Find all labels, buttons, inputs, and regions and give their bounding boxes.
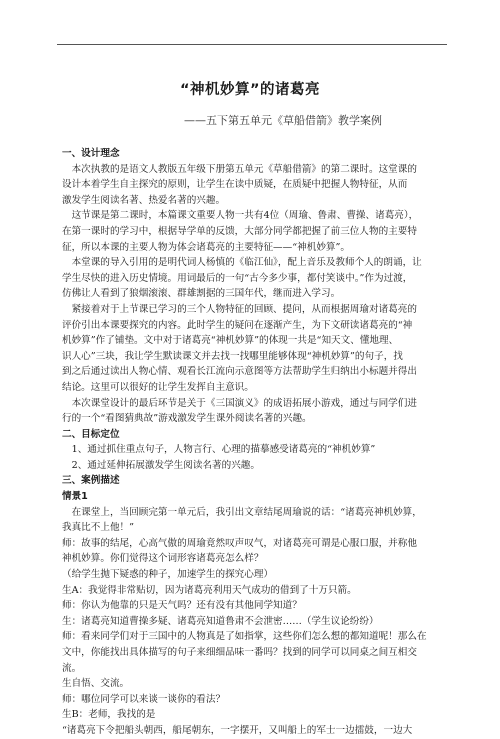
text-line: 本堂课的导入引用的是明代词人杨慎的《临江仙》，配上音乐及教师个人的朗诵，让 <box>62 257 422 269</box>
text-line: 流。 <box>62 662 82 674</box>
text-line: 生B：老师，我找的是 <box>62 709 156 721</box>
text-line: 行的一个“看图猜典故”游戏激发学生课外阅读名著的兴趣。 <box>62 413 312 425</box>
text-line: 紧接着对于上节课已学习的三个人物特征的回顾、提问，从而根据周瑜对诸葛亮的 <box>62 303 417 315</box>
text-line: 本次课堂设计的最后环节是关于《三国演义》的成语拓展小游戏，通过与同学们进 <box>62 397 417 409</box>
text-line: 师：看来同学们对于三国中的人物真是了如指掌，这些你们怎么想的都知道呢！那么在 <box>62 631 427 643</box>
text-line: 文中，你能找出具体描写的句子来细细品味一番吗？找到的同学可以同桌之间互相交 <box>62 647 417 658</box>
section-heading: 三、案例描述 <box>62 475 120 487</box>
text-line: 到之后通过读出人物心情、观看长江流向示意图等方法帮助学生归纳出小标题并得出 <box>62 366 417 378</box>
text-line: 激发学生阅读名著、热爱名著的兴趣。 <box>62 194 226 206</box>
text-line: “诸葛亮下令把船头朝西，船尾朝东，一字摆开，又叫船上的军士一边擂鼓，一边大 <box>62 724 413 736</box>
text-line: 师：哪位同学可以来谈一谈你的看法？ <box>62 693 226 705</box>
scenario-heading: 情景1 <box>62 491 88 503</box>
text-line: 生：诸葛亮知道曹操多疑、诸葛亮知道鲁肃不会泄密……（学生议论纷纷） <box>62 615 379 627</box>
text-line: 本次执教的是语文人教版五年级下册第五单元《草船借箭》的第二课时。这堂课的 <box>62 163 417 175</box>
text-line: 学生尽快的进入历史情境。用词最后的一句“古今多少事，都付笑谈中。”作为过渡， <box>62 272 413 284</box>
text-line: 在课堂上，当回顾完第一单元后，我引出文章结尾周瑜说的话：“诸葛亮神机妙算， <box>62 506 422 518</box>
document-body <box>62 146 452 739</box>
text-line: 在第一课时的学习中，根据导学单的反馈，大部分同学都把握了前三位人物的主要特 <box>62 225 417 237</box>
text-line: （给学生抛下疑惑的种子，加速学生的探究心理） <box>62 569 274 581</box>
text-line: 生自悟、交流。 <box>62 678 130 690</box>
text-line: 师：故事的结尾，心高气傲的周瑜竟然叹声叹气，对诸葛亮可谓是心服口服，并称他 <box>62 537 417 549</box>
text-line: 结论。这里可以很好的让学生发挥自主意识。 <box>62 381 254 393</box>
text-line: 生A：我觉得非常贴切，因为诸葛亮利用天气成功的借到了十万只箭。 <box>62 584 357 596</box>
text-line: 仿佛让人看到了狼烟滚滚、群雄割据的三国年代，继而进入学习。 <box>62 288 341 300</box>
header-rule <box>57 44 447 45</box>
document-title: “神机妙算”的诸葛亮 <box>179 82 321 98</box>
text-line: 师：你认为他靠的只是天气吗？还有没有其他同学知道？ <box>62 600 302 612</box>
text-line: 1、通过抓住重点句子，人物言行、心理的描摹感受诸葛亮的“神机妙算” <box>62 444 376 456</box>
text-line: 评价引出本课要探究的内容。此时学生的疑问在逐渐产生，为下文研读诸葛亮的“神 <box>62 319 413 331</box>
text-line: 机妙算”作了铺垫。文中对于诸葛亮“神机妙算”的体现一共是“知天文、懂地理、 <box>62 335 399 347</box>
document-subtitle: ——五下第五单元《草船借箭》教学案例 <box>184 114 382 127</box>
text-line: 识人心”三块，我让学生默读课文并去找一找哪里能够体现“神机妙算”的句子，找 <box>62 350 403 362</box>
text-line: 设计本着学生自主探究的原则，让学生在读中质疑，在质疑中把握人物特征，从而 <box>62 179 408 191</box>
text-line: 征，所以本课的主要人物为体会诸葛亮的主要特征——“神机妙算”。 <box>62 241 351 253</box>
section-heading: 一、设计理念 <box>62 148 120 159</box>
text-line: 2、通过延伸拓展激发学生阅读名著的兴趣。 <box>62 459 260 471</box>
section-heading: 二、目标定位 <box>62 428 120 440</box>
text-line: 这节课是第二课时，本篇课文重要人物一共有4位（周瑜、鲁肃、曹操、诸葛亮）， <box>62 210 419 222</box>
text-line: 神机妙算。你们觉得这个词形容诸葛亮怎么样？ <box>62 553 264 565</box>
text-line: 我真比不上他！” <box>62 522 135 534</box>
